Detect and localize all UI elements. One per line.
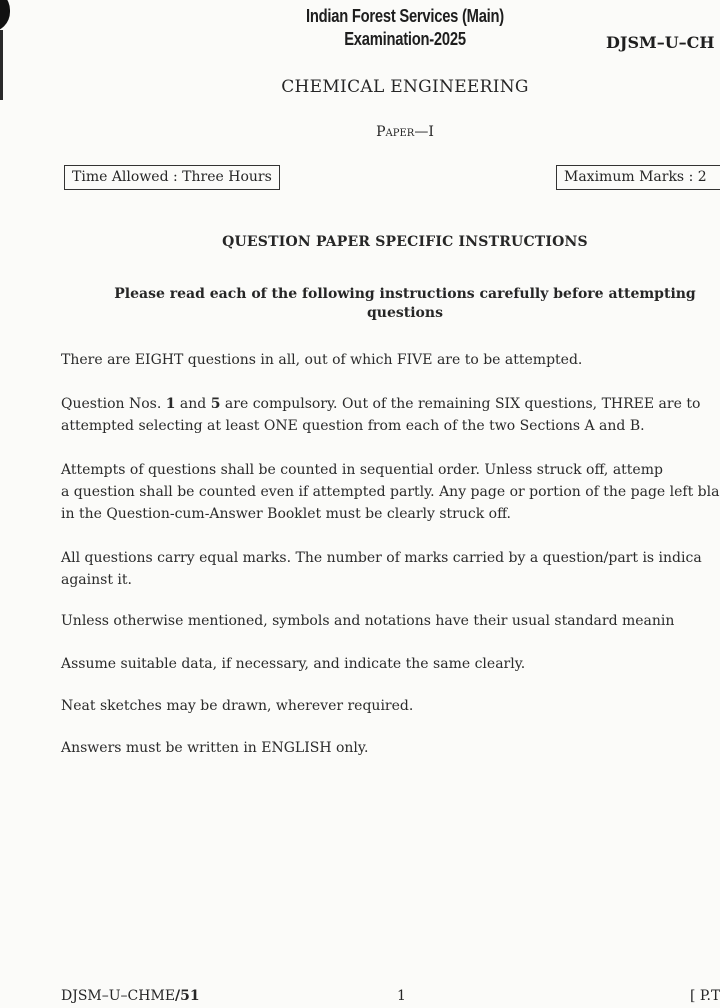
instruction-language: Answers must be written in ENGLISH only.	[61, 740, 369, 756]
instruction-symbols: Unless otherwise mentioned, symbols and notations have their usual standard meanin	[61, 613, 675, 629]
instruction-assume-data: Assume suitable data, if necessary, and indicate the same clearly.	[61, 656, 526, 672]
instruction-line: against it.	[61, 572, 132, 588]
text-part: Question Nos.	[61, 396, 166, 412]
exam-title-line2: Examination-2025	[344, 29, 466, 49]
text-part: are compulsory. Out of the remaining SIX questions, THREE are to	[220, 396, 701, 412]
instruction-compulsory-line2: attempted selecting at least ONE question from each of the two Sections A and B.	[61, 418, 645, 434]
instruction-line: Attempts of questions shall be counted in sequential order. Unless struck off, attemp	[61, 462, 663, 478]
text-part: and	[175, 396, 211, 412]
instruction-question-count: There are EIGHT questions in all, out of which FIVE are to be attempted.	[61, 352, 583, 368]
instruction-compulsory-line1	[61, 393, 720, 415]
question-number-5: 5	[210, 396, 221, 412]
question-number-1: 1	[165, 396, 176, 412]
instruction-marks	[61, 547, 720, 591]
subject-title: CHEMICAL ENGINEERING	[281, 77, 529, 97]
instructions-subheading: Please read each of the following instructions carefully before attempting questions	[114, 286, 696, 321]
maximum-marks-box: Maximum Marks : 2	[556, 165, 720, 190]
instruction-attempt-order	[61, 459, 720, 525]
page-number: 1	[397, 988, 406, 1004]
instruction-sketches: Neat sketches may be drawn, wherever required.	[61, 698, 414, 714]
instruction-line: All questions carry equal marks. The number of marks carried by a question/part is indica	[61, 550, 702, 566]
binding-hole-mark	[0, 0, 10, 32]
instruction-line: in the Question-cum-Answer Booklet must be clearly struck off.	[61, 506, 511, 522]
please-turn-over: [ P.T	[690, 988, 720, 1004]
instructions-heading: QUESTION PAPER SPECIFIC INSTRUCTIONS	[222, 234, 588, 250]
time-allowed-box: Time Allowed : Three Hours	[64, 165, 280, 190]
footer-code-prefix: DJSM–U–CHME	[61, 988, 176, 1004]
paper-number: Paper—I	[376, 124, 434, 140]
instruction-line: a question shall be counted even if attempted partly. Any page or portion of the page left bla	[61, 484, 720, 500]
paper-code: DJSM–U–CH	[606, 33, 715, 52]
instruction-compulsory	[61, 393, 720, 437]
exam-title-line1: Indian Forest Services (Main)	[306, 6, 504, 26]
footer-code-suffix: /51	[175, 988, 200, 1004]
footer-paper-code	[61, 988, 200, 1004]
